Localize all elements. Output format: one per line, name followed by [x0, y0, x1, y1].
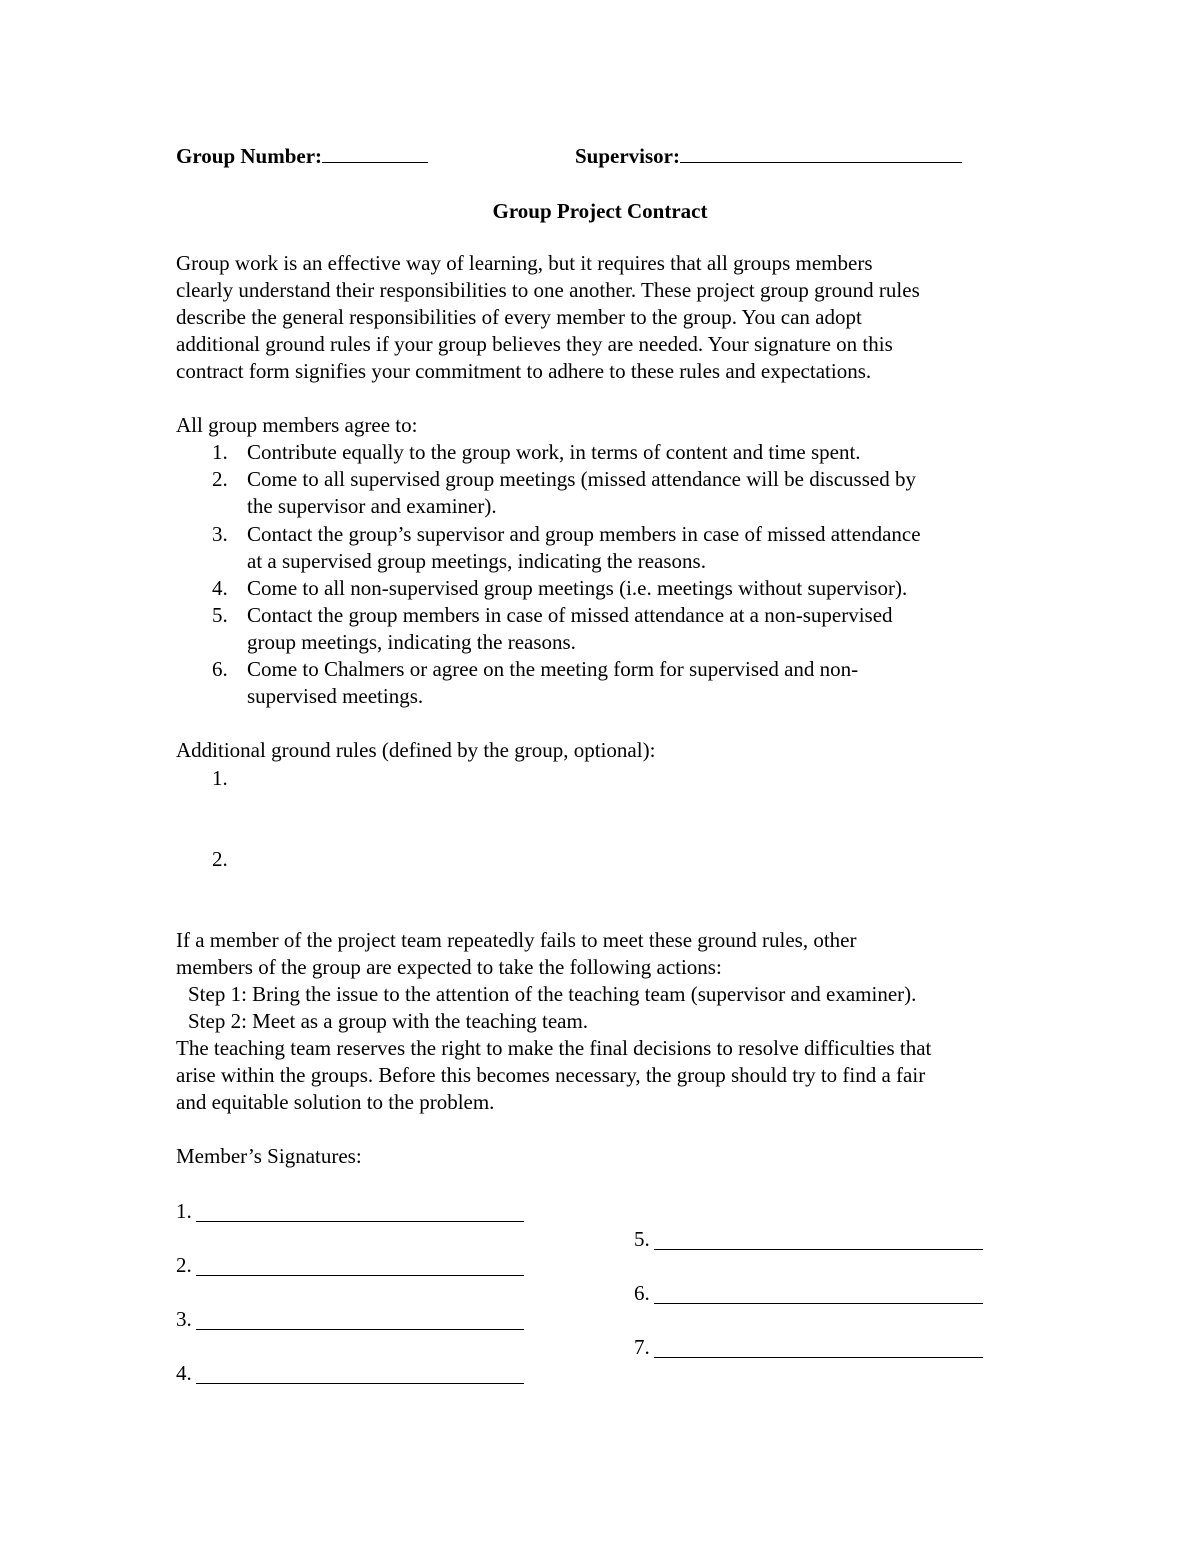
signature-line[interactable] — [196, 1221, 524, 1222]
additional-rule-number: 1. — [212, 766, 228, 790]
consequences-line: members of the group are expected to take the following actions: — [176, 955, 722, 979]
list-item-number: 1. — [212, 440, 228, 464]
group-number-label: Group Number: — [176, 144, 323, 168]
additional-lead: Additional ground rules (defined by the group, optional): — [176, 738, 656, 762]
additional-rule-number: 2. — [212, 847, 228, 871]
list-item-text: Contribute equally to the group work, in terms of content and time spent. — [247, 440, 861, 464]
supervisor-field — [575, 143, 962, 170]
signature-number: 5. — [634, 1227, 650, 1251]
list-item-number: 3. — [212, 522, 228, 546]
signature-line[interactable] — [196, 1329, 524, 1330]
signature-line[interactable] — [196, 1383, 524, 1384]
closing-line: and equitable solution to the problem. — [176, 1090, 495, 1114]
signature-number: 2. — [176, 1253, 192, 1277]
signatures-label: Member’s Signatures: — [176, 1144, 362, 1168]
supervisor-label: Supervisor: — [575, 144, 680, 168]
signature-number: 1. — [176, 1199, 192, 1223]
list-item-number: 5. — [212, 603, 228, 627]
list-item-text: supervised meetings. — [247, 684, 424, 708]
list-item-text: Contact the group’s supervisor and group members in case of missed attendance — [247, 522, 921, 546]
list-item-text: group meetings, indicating the reasons. — [247, 630, 576, 654]
list-item-number: 2. — [212, 467, 228, 491]
step-1: Step 1: Bring the issue to the attention of the teaching team (supervisor and examiner). — [188, 982, 917, 1006]
step-2: Step 2: Meet as a group with the teaching team. — [188, 1009, 589, 1033]
list-item-text: Come to all non-supervised group meetings (i.e. meetings without supervisor). — [247, 576, 908, 600]
signature-line[interactable] — [654, 1357, 983, 1358]
closing-line: The teaching team reserves the right to make the final decisions to resolve difficulties that — [176, 1036, 932, 1060]
signature-number: 3. — [176, 1307, 192, 1331]
signature-number: 4. — [176, 1361, 192, 1385]
closing-line: arise within the groups. Before this becomes necessary, the group should try to find a fair — [176, 1063, 926, 1087]
intro-line: contract form signifies your commitment to adhere to these rules and expectations. — [176, 359, 872, 383]
list-item-number: 4. — [212, 576, 228, 600]
signature-line[interactable] — [196, 1275, 524, 1276]
supervisor-blank[interactable] — [680, 144, 962, 163]
consequences-line: If a member of the project team repeatedly fails to meet these ground rules, other — [176, 928, 857, 952]
intro-line: describe the general responsibilities of every member to the group. You can adopt — [176, 305, 862, 329]
list-item-text: Contact the group members in case of missed attendance at a non-supervised — [247, 603, 893, 627]
signature-line[interactable] — [654, 1249, 983, 1250]
intro-line: additional ground rules if your group believes they are needed. Your signature on this — [176, 332, 893, 356]
page-title: Group Project Contract — [492, 199, 708, 223]
signature-number: 6. — [634, 1281, 650, 1305]
agree-lead: All group members agree to: — [176, 413, 418, 437]
intro-line: Group work is an effective way of learning, but it requires that all groups members — [176, 251, 873, 275]
list-item-number: 6. — [212, 657, 228, 681]
signature-line[interactable] — [654, 1303, 983, 1304]
group-number-field — [176, 143, 428, 170]
intro-line: clearly understand their responsibilities to one another. These project group ground rules — [176, 278, 920, 302]
list-item-text: Come to all supervised group meetings (missed attendance will be discussed by — [247, 467, 916, 491]
group-number-blank[interactable] — [322, 144, 428, 163]
list-item-text: the supervisor and examiner). — [247, 494, 497, 518]
list-item-text: at a supervised group meetings, indicating the reasons. — [247, 549, 706, 573]
signature-number: 7. — [634, 1335, 650, 1359]
list-item-text: Come to Chalmers or agree on the meeting form for supervised and non- — [247, 657, 859, 681]
